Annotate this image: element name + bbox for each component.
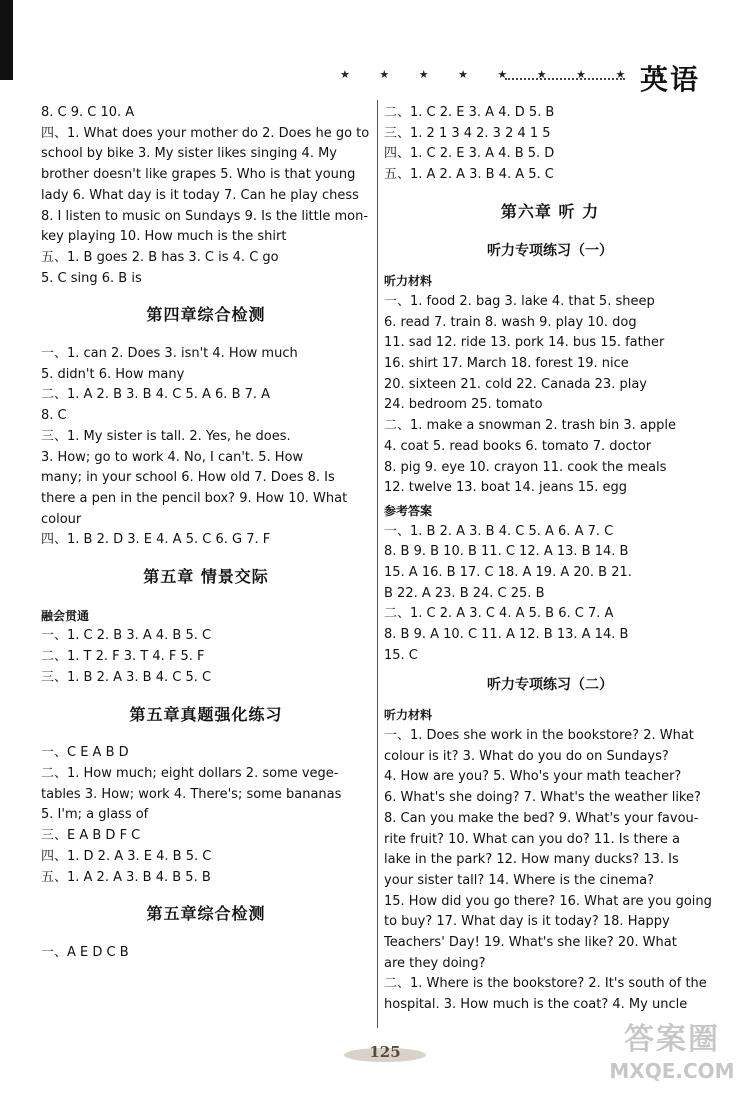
answer-line: 11. sad 12. ride 13. pork 14. bus 15. father xyxy=(384,335,665,351)
answer-line: 四、1. D 2. A 3. E 4. B 5. C xyxy=(41,848,212,864)
header-stars: ★ ★ ★ ★ ★ ★ ★ ★ ★ xyxy=(340,68,678,81)
answer-line: 一、A E D C B xyxy=(41,944,129,960)
answer-line: hospital. 3. How much is the coat? 4. My uncle xyxy=(384,997,688,1013)
answer-line: 五、1. B goes 2. B has 3. C is 4. C go xyxy=(41,249,279,265)
answer-line: 二、1. C 2. E 3. A 4. D 5. B xyxy=(384,105,555,120)
chapter-heading: 第六章 听 力 xyxy=(500,201,600,221)
answer-line: 二、1. T 2. F 3. T 4. F 5. F xyxy=(41,649,205,665)
answer-line: 3. How; go to work 4. No, I can't. 5. How xyxy=(41,449,304,465)
answer-line: there a pen in the pencil box? 9. How 10. What xyxy=(41,490,348,506)
answer-line: key playing 10. How much is the shirt xyxy=(41,229,287,245)
answer-line: 四、1. B 2. D 3. E 4. A 5. C 6. G 7. F xyxy=(41,532,271,548)
answer-line: 一、C E A B D xyxy=(41,745,129,761)
answer-line: 二、1. How much; eight dollars 2. some vege- xyxy=(41,765,339,781)
answer-line: 24. bedroom 25. tomato xyxy=(384,397,543,413)
answer-line: 一、1. B 2. A 3. B 4. C 5. A 6. A 7. C xyxy=(384,523,614,539)
answer-line: 8. B 9. A 10. C 11. A 12. B 13. A 14. B xyxy=(384,627,629,643)
answer-line: 8. C xyxy=(41,408,67,424)
answer-line: tables 3. How; work 4. There's; some bananas xyxy=(41,786,342,802)
answer-line: 15. C xyxy=(384,647,418,663)
section-heading: 听力专项练习（一） xyxy=(487,242,613,259)
answer-line: to buy? 17. What day is it today? 18. Happy xyxy=(384,914,670,930)
chapter-heading: 第五章真题强化练习 xyxy=(129,704,283,724)
answer-line: colour is it? 3. What do you do on Sundays? xyxy=(384,748,669,764)
answer-line: 二、1. A 2. B 3. B 4. C 5. A 6. B 7. A xyxy=(41,387,271,403)
right-column xyxy=(384,103,716,1016)
answer-line: 15. A 16. B 17. C 18. A 19. A 20. B 21. xyxy=(384,565,632,581)
answer-line: school by bike 3. My sister likes singing 4. My xyxy=(41,146,338,162)
answer-line: 三、1. 2 1 3 4 2. 3 2 4 1 5 xyxy=(384,125,551,141)
section-label: 融会贯通 xyxy=(41,608,90,623)
answer-line: 三、E A B D F C xyxy=(41,828,141,844)
answer-line: 五、1. A 2. A 3. B 4. A 5. C xyxy=(384,167,554,183)
page-header xyxy=(340,58,740,98)
watermark-text: 答案圈 xyxy=(624,1022,720,1057)
answer-line: rite fruit? 10. What can you do? 11. Is there a xyxy=(384,831,680,847)
answer-line: 三、1. B 2. A 3. B 4. C 5. C xyxy=(41,669,212,685)
answer-line: 5. C sing 6. B is xyxy=(41,270,142,286)
column-divider xyxy=(377,100,378,1028)
answer-line: brother doesn't like grapes 5. Who is that young xyxy=(41,167,356,183)
left-column xyxy=(41,103,371,964)
answer-line: colour xyxy=(41,511,82,527)
answer-line: 一、1. can 2. Does 3. isn't 4. How much xyxy=(41,346,298,362)
answer-line: 16. shirt 17. March 18. forest 19. nice xyxy=(384,356,629,372)
chapter-heading: 第五章 情景交际 xyxy=(143,567,269,587)
page-edge-bar xyxy=(0,0,13,80)
answer-line: 一、1. C 2. B 3. A 4. B 5. C xyxy=(41,628,212,644)
answer-line: many; in your school 6. How old 7. Does 8. Is xyxy=(41,470,335,486)
answer-line: 8. C 9. C 10. A xyxy=(41,105,135,120)
page-footer xyxy=(340,1038,430,1066)
answer-line: 四、1. What does your mother do 2. Does he go to xyxy=(41,125,370,141)
answer-line: 8. I listen to music on Sundays 9. Is the little mon- xyxy=(41,208,369,224)
section-label: 听力材料 xyxy=(384,708,433,723)
section-label: 参考答案 xyxy=(384,503,433,518)
watermark-logo xyxy=(602,1021,742,1091)
answer-line: 一、1. food 2. bag 3. lake 4. that 5. sheep xyxy=(384,293,655,309)
answer-line: 三、1. My sister is tall. 2. Yes, he does. xyxy=(41,428,291,444)
answer-line: 4. How are you? 5. Who's your math teacher? xyxy=(384,769,682,785)
section-label: 听力材料 xyxy=(384,274,433,289)
answer-line: 5. didn't 6. How many xyxy=(41,366,185,382)
chapter-heading: 第五章综合检测 xyxy=(146,904,266,924)
answer-line: B 22. A 23. B 24. C 25. B xyxy=(384,585,545,601)
answer-line: 五、1. A 2. A 3. B 4. B 5. B xyxy=(41,869,211,885)
answer-line: 四、1. C 2. E 3. A 4. B 5. D xyxy=(384,146,555,162)
watermark-url: MXQE.COM xyxy=(609,1059,735,1083)
answer-line: lake in the park? 12. How many ducks? 13. Is xyxy=(384,852,679,868)
answer-line: 二、1. C 2. A 3. C 4. A 5. B 6. C 7. A xyxy=(384,606,614,622)
chapter-heading: 第四章综合检测 xyxy=(146,305,266,325)
answer-line: 二、1. Where is the bookstore? 2. It's south of the xyxy=(384,976,707,992)
answer-line: 15. How did you go there? 16. What are you going xyxy=(384,893,712,909)
answer-line: 5. I'm; a glass of xyxy=(41,807,149,823)
answer-line: 12. twelve 13. boat 14. jeans 15. egg xyxy=(384,480,628,496)
answer-line: are they doing? xyxy=(384,955,486,971)
page-number: 125 xyxy=(369,1043,401,1061)
answer-line: lady 6. What day is it today 7. Can he play chess xyxy=(41,187,359,203)
answer-line: 20. sixteen 21. cold 22. Canada 23. play xyxy=(384,376,647,392)
answer-line: your sister tall? 14. Where is the cinema? xyxy=(384,872,655,888)
answer-line: 6. What's she doing? 7. What's the weather like? xyxy=(384,790,701,806)
answer-line: 4. coat 5. read books 6. tomato 7. doctor xyxy=(384,438,652,454)
answer-line: 8. Can you make the bed? 9. What's your favou- xyxy=(384,810,699,826)
subject-title: 英语 xyxy=(640,63,701,96)
answer-line: 二、1. make a snowman 2. trash bin 3. apple xyxy=(384,418,676,434)
header-dotted-rule xyxy=(505,78,625,80)
answer-line: 8. pig 9. eye 10. crayon 11. cook the meals xyxy=(384,459,667,475)
answer-line: 6. read 7. train 8. wash 9. play 10. dog xyxy=(384,314,637,330)
section-heading: 听力专项练习（二） xyxy=(487,676,613,693)
answer-line: Teachers' Day! 19. What's she like? 20. What xyxy=(384,935,677,951)
answer-line: 一、1. Does she work in the bookstore? 2. What xyxy=(384,727,694,743)
answer-line: 8. B 9. B 10. B 11. C 12. A 13. B 14. B xyxy=(384,544,629,560)
